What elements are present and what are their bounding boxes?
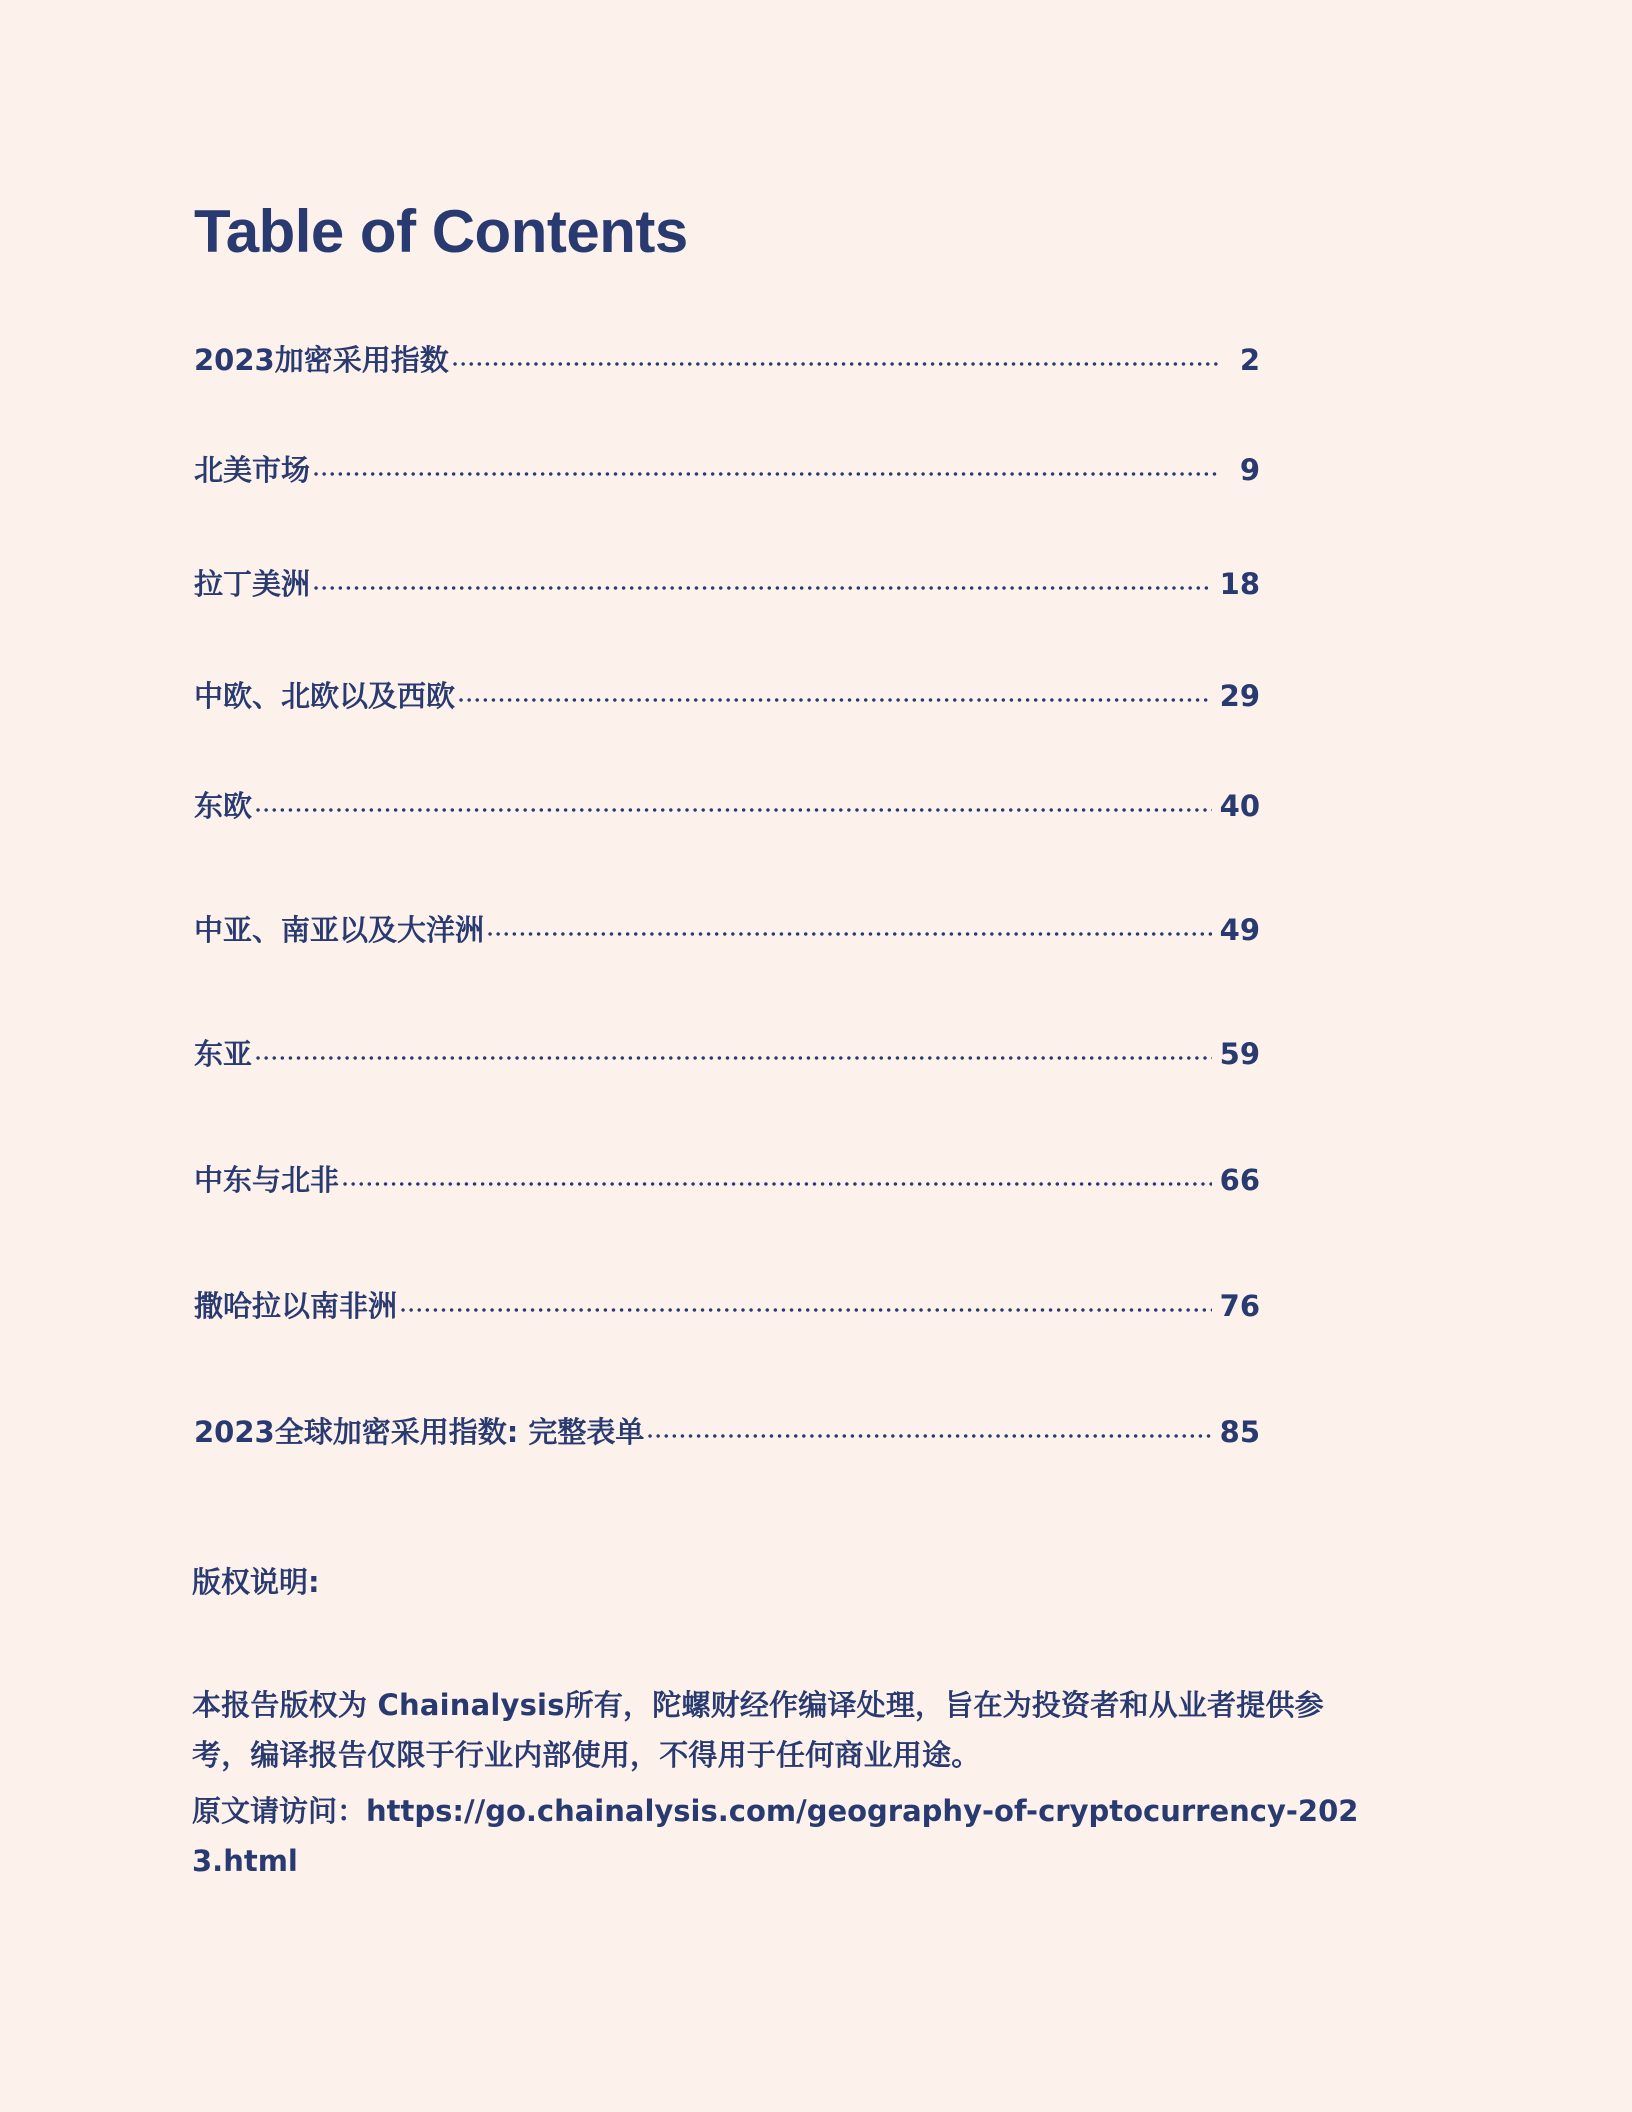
- toc-entry-page-number: 49: [1219, 913, 1260, 947]
- dot-leader: [254, 1056, 1212, 1060]
- toc-entry-sub-saharan-africa[interactable]: [194, 1286, 1260, 1326]
- source-url-link[interactable]: https://go.chainalysis.com/geography-of-cryptocurrency-2023.html: [192, 1794, 1359, 1878]
- toc-entry-page-number: 29: [1219, 679, 1260, 713]
- toc-entry-label: 中亚、南亚以及大洋洲: [194, 913, 485, 947]
- copyright-body: 本报告版权为 Chainalysis所有，陀螺财经作编译处理，旨在为投资者和从业者提供参考，编译报告仅限于行业内部使用，不得用于任何商业用途。: [192, 1688, 1324, 1772]
- toc-entry-page-number: 9: [1239, 453, 1260, 487]
- toc-entry-page-number: 59: [1219, 1037, 1260, 1071]
- toc-entry-page-number: 76: [1219, 1289, 1260, 1323]
- toc-entry-page-number: 18: [1219, 567, 1260, 601]
- toc-entry-page-number: 85: [1219, 1415, 1260, 1449]
- copyright-source: [192, 1786, 1372, 1886]
- toc-entry-label: 中欧、北欧以及西欧: [194, 679, 456, 713]
- toc-entry-label: 撒哈拉以南非洲: [194, 1289, 398, 1323]
- toc-entry-label: 东欧: [194, 789, 253, 823]
- toc-entry-label: 东亚: [194, 1037, 253, 1071]
- toc-entry-middle-east-north-africa[interactable]: [194, 1160, 1260, 1200]
- toc-entry-label: 拉丁美洲: [194, 567, 311, 601]
- toc-entry-label: 中东与北非: [194, 1163, 340, 1197]
- dot-leader: [399, 1308, 1212, 1312]
- dot-leader: [451, 362, 1218, 366]
- dot-leader: [312, 586, 1212, 590]
- toc-entry-central-southern-asia-oceania[interactable]: [194, 910, 1260, 950]
- toc-entry-page-number: 2: [1239, 343, 1260, 377]
- copyright-notice: [192, 1562, 1372, 1886]
- toc-entry-central-northern-western-europe[interactable]: [194, 676, 1260, 716]
- toc-entry-east-asia[interactable]: [194, 1034, 1260, 1074]
- toc-entry-page-number: 40: [1219, 789, 1260, 823]
- toc-entry-label: 2023全球加密采用指数: 完整表单: [194, 1415, 645, 1449]
- dot-leader: [341, 1182, 1212, 1186]
- dot-leader: [457, 698, 1212, 702]
- toc-entry-page-number: 66: [1219, 1163, 1260, 1197]
- copyright-heading: 版权说明:: [192, 1565, 320, 1599]
- dot-leader: [312, 472, 1218, 476]
- toc-entry-north-america[interactable]: [194, 450, 1260, 490]
- toc-entry-latin-america[interactable]: [194, 564, 1260, 604]
- dot-leader: [646, 1434, 1211, 1438]
- toc-entry-crypto-adoption-index[interactable]: [194, 340, 1260, 380]
- toc-entry-eastern-europe[interactable]: [194, 786, 1260, 826]
- toc-entry-label: 2023加密采用指数: [194, 343, 449, 377]
- toc-entry-global-index-full-list[interactable]: [194, 1412, 1260, 1452]
- dot-leader: [486, 932, 1212, 936]
- dot-leader: [254, 808, 1212, 812]
- source-label: 原文请访问：: [192, 1794, 367, 1828]
- page-title: Table of Contents: [194, 198, 688, 265]
- toc-entry-label: 北美市场: [194, 453, 311, 487]
